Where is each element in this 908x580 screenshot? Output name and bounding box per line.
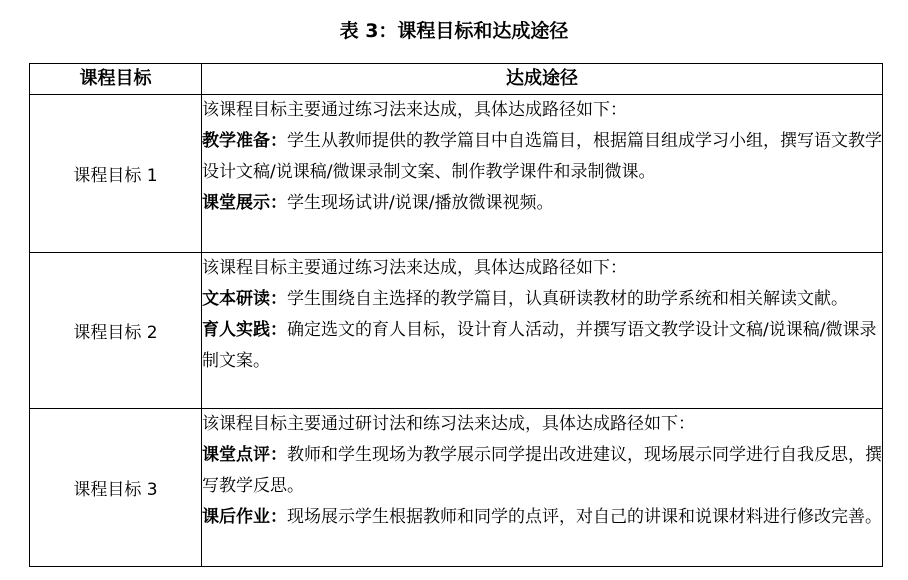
path-term: 课堂展示： bbox=[202, 193, 287, 213]
path-term: 教学准备： bbox=[202, 131, 287, 151]
path-text: 现场展示学生根据教师和同学的点评，对自己的讲课和说课材料进行修改完善。 bbox=[287, 507, 882, 527]
path-item bbox=[202, 126, 882, 188]
path-item bbox=[202, 284, 882, 315]
path-item bbox=[202, 315, 882, 377]
path-term: 课后作业： bbox=[202, 507, 287, 527]
path-text: 学生现场试讲/说课/播放微课视频。 bbox=[287, 193, 554, 213]
path-cell bbox=[202, 409, 883, 567]
path-item bbox=[202, 502, 882, 533]
path-term: 育人实践： bbox=[202, 320, 287, 340]
path-text: 确定选文的育人目标，设计育人活动，并撰写语文教学设计文稿/说课稿/微课录制文案。 bbox=[202, 320, 877, 371]
table-row bbox=[30, 253, 883, 409]
path-text: 学生从教师提供的教学篇目中自选篇目，根据篇目组成学习小组，撰写语文教学设计文稿/说课稿/微课录制文案、制作教学课件和录制微课。 bbox=[202, 131, 882, 182]
path-term: 课堂点评： bbox=[202, 445, 287, 465]
table-row bbox=[30, 95, 883, 253]
path-item bbox=[202, 440, 882, 502]
goals-table bbox=[29, 63, 883, 567]
path-intro: 该课程目标主要通过练习法来达成，具体达成路径如下： bbox=[202, 258, 627, 278]
header-row bbox=[30, 64, 883, 95]
path-item bbox=[202, 188, 882, 219]
header-path: 达成途径 bbox=[202, 64, 883, 95]
path-term: 文本研读： bbox=[202, 289, 287, 309]
path-cell bbox=[202, 253, 883, 409]
goal-cell: 课程目标 2 bbox=[30, 253, 202, 409]
goal-cell: 课程目标 3 bbox=[30, 409, 202, 567]
header-goal: 课程目标 bbox=[30, 64, 202, 95]
path-intro: 该课程目标主要通过练习法来达成，具体达成路径如下： bbox=[202, 100, 627, 120]
table-row bbox=[30, 409, 883, 567]
goal-cell: 课程目标 1 bbox=[30, 95, 202, 253]
path-text: 教师和学生现场为教学展示同学提出改进建议，现场展示同学进行自我反思，撰写教学反思。 bbox=[202, 445, 882, 496]
path-cell bbox=[202, 95, 883, 253]
table-caption: 表 3：课程目标和达成途径 bbox=[339, 20, 569, 42]
path-intro: 该课程目标主要通过研讨法和练习法来达成，具体达成路径如下： bbox=[202, 414, 695, 434]
path-text: 学生围绕自主选择的教学篇目，认真研读教材的助学系统和相关解读文献。 bbox=[287, 289, 848, 309]
